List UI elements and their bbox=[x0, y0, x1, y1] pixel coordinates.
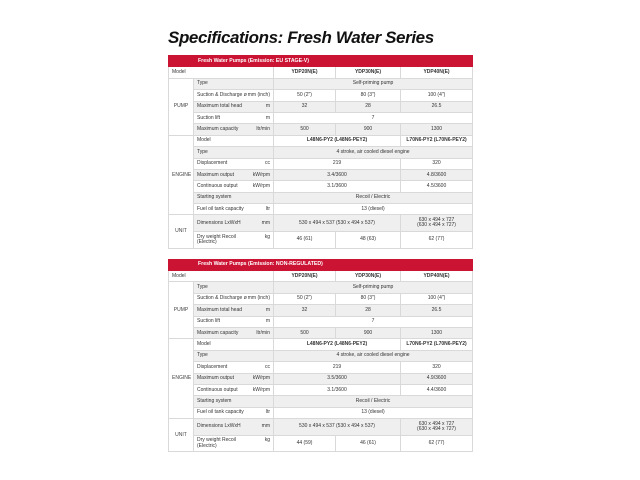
attr-unit: kW/rpm bbox=[252, 386, 270, 393]
value-cell: 3.4/3600 bbox=[274, 169, 401, 180]
spec-row-max-capacity bbox=[169, 328, 473, 339]
value-cell: 3.1/3600 bbox=[274, 384, 401, 395]
value-cell: 4.5/3600 bbox=[401, 181, 473, 192]
model-name: YDP40N(E) bbox=[401, 67, 473, 78]
category-engine: ENGINE bbox=[169, 339, 194, 419]
value-cell: Self-priming pump bbox=[274, 282, 473, 293]
dimension-line-2: (630 x 494 x 727) bbox=[417, 222, 456, 229]
attr-unit: mm (inch) bbox=[247, 295, 270, 302]
spec-row-engine-type bbox=[169, 147, 473, 158]
spec-row-max-output bbox=[169, 169, 473, 180]
attr-unit: mm bbox=[261, 423, 270, 430]
attr-label: Dimensions LxWxH bbox=[197, 219, 241, 226]
spec-table-eu-stage-v bbox=[168, 55, 473, 249]
attr-label: Starting system bbox=[197, 397, 232, 404]
spec-row-type bbox=[169, 282, 473, 293]
value-cell: 50 (2") bbox=[274, 90, 336, 101]
value-cell: 4 stroke, air cooled diesel engine bbox=[274, 350, 473, 361]
table-band-title: Fresh Water Pumps (Emission: NON-REGULATED) bbox=[194, 259, 473, 270]
model-row-label: Model bbox=[169, 271, 274, 282]
value-cell: 7 bbox=[274, 112, 473, 123]
value-cell bbox=[401, 419, 473, 436]
value-cell: 80 (3") bbox=[336, 90, 401, 101]
attr-unit: m bbox=[265, 306, 270, 313]
spec-row-engine-type bbox=[169, 350, 473, 361]
value-cell: 100 (4") bbox=[401, 90, 473, 101]
label-line-2: (Electric) bbox=[197, 238, 217, 245]
attr-label: Continuous output bbox=[197, 386, 238, 393]
value-cell: 500 bbox=[274, 328, 336, 339]
value-cell: 100 (4") bbox=[401, 293, 473, 304]
value-cell: 3.1/3600 bbox=[274, 181, 401, 192]
attr-label: Maximum total head bbox=[197, 103, 243, 110]
attr-label: Maximum output bbox=[197, 171, 234, 178]
value-cell: 48 (63) bbox=[336, 232, 401, 249]
spec-row-dry-weight bbox=[169, 232, 473, 249]
spec-row-max-head bbox=[169, 305, 473, 316]
spec-row-max-head bbox=[169, 101, 473, 112]
attr-label: Type bbox=[197, 352, 208, 359]
attr-label bbox=[197, 235, 236, 245]
spec-row-fuel-tank bbox=[169, 407, 473, 418]
value-cell: 32 bbox=[274, 305, 336, 316]
spec-sheet bbox=[168, 28, 472, 462]
value-cell: 900 bbox=[336, 328, 401, 339]
value-cell: 62 (77) bbox=[401, 232, 473, 249]
attr-label: Starting system bbox=[197, 194, 232, 201]
value-cell: 219 bbox=[274, 158, 401, 169]
value-cell: 26.5 bbox=[401, 101, 473, 112]
attr-label: Suction lift bbox=[197, 318, 221, 325]
page-title: Specifications: Fresh Water Series bbox=[168, 28, 434, 47]
value-cell: 13 (diesel) bbox=[274, 407, 473, 418]
value-cell bbox=[401, 215, 473, 232]
value-cell: L70N6-PY2 (L70N6-PEY2) bbox=[401, 135, 473, 146]
dimension-line-1: 630 x 494 x 727 bbox=[418, 217, 455, 224]
attr-label: Maximum total head bbox=[197, 306, 243, 313]
model-name: YDP30N(E) bbox=[336, 271, 401, 282]
attr-unit: kg bbox=[264, 437, 270, 444]
value-cell: 530 x 494 x 537 (530 x 494 x 537) bbox=[274, 419, 401, 436]
attr-unit: m bbox=[265, 114, 270, 121]
attr-unit: kW/rpm bbox=[252, 375, 270, 382]
value-cell: 28 bbox=[336, 101, 401, 112]
spec-row-suction-discharge bbox=[169, 293, 473, 304]
spec-row-dimensions bbox=[169, 215, 473, 232]
value-cell: 80 (3") bbox=[336, 293, 401, 304]
value-cell: 1300 bbox=[401, 124, 473, 135]
value-cell: L48N6-PY2 (L48N6-PEY2) bbox=[274, 339, 401, 350]
value-cell: 50 (2") bbox=[274, 293, 336, 304]
attr-unit: m bbox=[265, 318, 270, 325]
spec-table-non-regulated bbox=[168, 259, 473, 453]
category-unit: UNIT bbox=[169, 419, 194, 452]
value-cell: L70N6-PY2 (L70N6-PEY2) bbox=[401, 339, 473, 350]
model-name: YDP20N(E) bbox=[274, 271, 336, 282]
value-cell: 900 bbox=[336, 124, 401, 135]
attr-unit: ltr bbox=[265, 205, 270, 212]
value-cell: 4.8/3600 bbox=[401, 169, 473, 180]
spec-row-engine-model bbox=[169, 135, 473, 146]
model-name: YDP20N(E) bbox=[274, 67, 336, 78]
value-cell: 320 bbox=[401, 158, 473, 169]
table-header-band bbox=[169, 56, 473, 67]
value-cell: 219 bbox=[274, 362, 401, 373]
value-cell: 4 stroke, air cooled diesel engine bbox=[274, 147, 473, 158]
attr-unit: ltr bbox=[265, 409, 270, 416]
value-cell: 44 (59) bbox=[274, 435, 336, 452]
spec-row-suction-discharge bbox=[169, 90, 473, 101]
spec-row-suction-lift bbox=[169, 316, 473, 327]
attr-label: Fuel oil tank capacity bbox=[197, 409, 244, 416]
model-name: YDP30N(E) bbox=[336, 67, 401, 78]
value-cell: Recoil / Electric bbox=[274, 396, 473, 407]
value-cell: 4.4/3600 bbox=[401, 384, 473, 395]
attr-label: Fuel oil tank capacity bbox=[197, 205, 244, 212]
attr-label: Suction lift bbox=[197, 114, 221, 121]
attr-label: Model bbox=[197, 137, 211, 144]
attr-unit: mm bbox=[261, 219, 270, 226]
model-row-label: Model bbox=[169, 67, 274, 78]
attr-label: Displacement bbox=[197, 160, 228, 167]
label-line-2: (Electric) bbox=[197, 442, 217, 449]
table-header-band bbox=[169, 259, 473, 270]
value-cell: 3.5/3600 bbox=[274, 373, 401, 384]
model-name: YDP40N(E) bbox=[401, 271, 473, 282]
value-cell: 13 (diesel) bbox=[274, 204, 473, 215]
value-cell: Self-priming pump bbox=[274, 78, 473, 89]
spec-row-displacement bbox=[169, 362, 473, 373]
attr-label: Maximum capacity bbox=[197, 125, 239, 132]
attr-unit: cc bbox=[265, 160, 270, 167]
model-header-row bbox=[169, 67, 473, 78]
spec-row-suction-lift bbox=[169, 112, 473, 123]
attr-unit: ltr/min bbox=[256, 125, 270, 132]
attr-label: Continuous output bbox=[197, 182, 238, 189]
attr-label: Maximum capacity bbox=[197, 329, 239, 336]
value-cell: 28 bbox=[336, 305, 401, 316]
attr-unit: cc bbox=[265, 363, 270, 370]
spec-row-dimensions bbox=[169, 419, 473, 436]
attr-unit: m bbox=[265, 103, 270, 110]
dimension-line-2: (630 x 494 x 727) bbox=[417, 425, 456, 432]
value-cell: 32 bbox=[274, 101, 336, 112]
spec-row-starting-system bbox=[169, 396, 473, 407]
value-cell: 62 (77) bbox=[401, 435, 473, 452]
value-cell: 46 (61) bbox=[336, 435, 401, 452]
spec-row-starting-system bbox=[169, 192, 473, 203]
model-header-row bbox=[169, 271, 473, 282]
dimension-line-1: 630 x 494 x 727 bbox=[418, 420, 455, 427]
spec-row-engine-model bbox=[169, 339, 473, 350]
value-cell: 26.5 bbox=[401, 305, 473, 316]
spec-row-max-output bbox=[169, 373, 473, 384]
attr-label: Type bbox=[197, 148, 208, 155]
category-engine: ENGINE bbox=[169, 135, 194, 215]
attr-label: Model bbox=[197, 340, 211, 347]
spec-row-continuous-output bbox=[169, 181, 473, 192]
spec-row-dry-weight bbox=[169, 435, 473, 452]
value-cell: 530 x 494 x 537 (530 x 494 x 537) bbox=[274, 215, 401, 232]
attr-label: Suction & Discharge ø bbox=[197, 295, 247, 302]
attr-unit: kg bbox=[264, 233, 270, 240]
value-cell: 46 (61) bbox=[274, 232, 336, 249]
attr-label bbox=[197, 438, 236, 448]
attr-label: Dimensions LxWxH bbox=[197, 423, 241, 430]
value-cell: Recoil / Electric bbox=[274, 192, 473, 203]
attr-unit: ltr/min bbox=[256, 329, 270, 336]
attr-label: Type bbox=[197, 284, 208, 291]
attr-label: Maximum output bbox=[197, 375, 234, 382]
attr-unit: kW/rpm bbox=[252, 171, 270, 178]
band-left-cell bbox=[169, 56, 194, 67]
attr-label: Type bbox=[197, 80, 208, 87]
label-line-1: Dry weight Recoil bbox=[197, 233, 236, 240]
table-band-title: Fresh Water Pumps (Emission: EU STAGE-V) bbox=[194, 56, 473, 67]
value-cell: 500 bbox=[274, 124, 336, 135]
spec-row-displacement bbox=[169, 158, 473, 169]
value-cell: 7 bbox=[274, 316, 473, 327]
spec-row-max-capacity bbox=[169, 124, 473, 135]
value-cell: 1300 bbox=[401, 328, 473, 339]
attr-unit: kW/rpm bbox=[252, 182, 270, 189]
category-pump: PUMP bbox=[169, 78, 194, 135]
category-unit: UNIT bbox=[169, 215, 194, 248]
band-left-cell bbox=[169, 259, 194, 270]
attr-label: Suction & Discharge ø bbox=[197, 91, 247, 98]
label-line-1: Dry weight Recoil bbox=[197, 437, 236, 444]
value-cell: L48N6-PY2 (L48N6-PEY2) bbox=[274, 135, 401, 146]
spec-row-type bbox=[169, 78, 473, 89]
attr-label: Displacement bbox=[197, 363, 228, 370]
spec-row-fuel-tank bbox=[169, 204, 473, 215]
value-cell: 320 bbox=[401, 362, 473, 373]
attr-unit: mm (inch) bbox=[247, 91, 270, 98]
spec-row-continuous-output bbox=[169, 384, 473, 395]
value-cell: 4.9/3600 bbox=[401, 373, 473, 384]
category-pump: PUMP bbox=[169, 282, 194, 339]
